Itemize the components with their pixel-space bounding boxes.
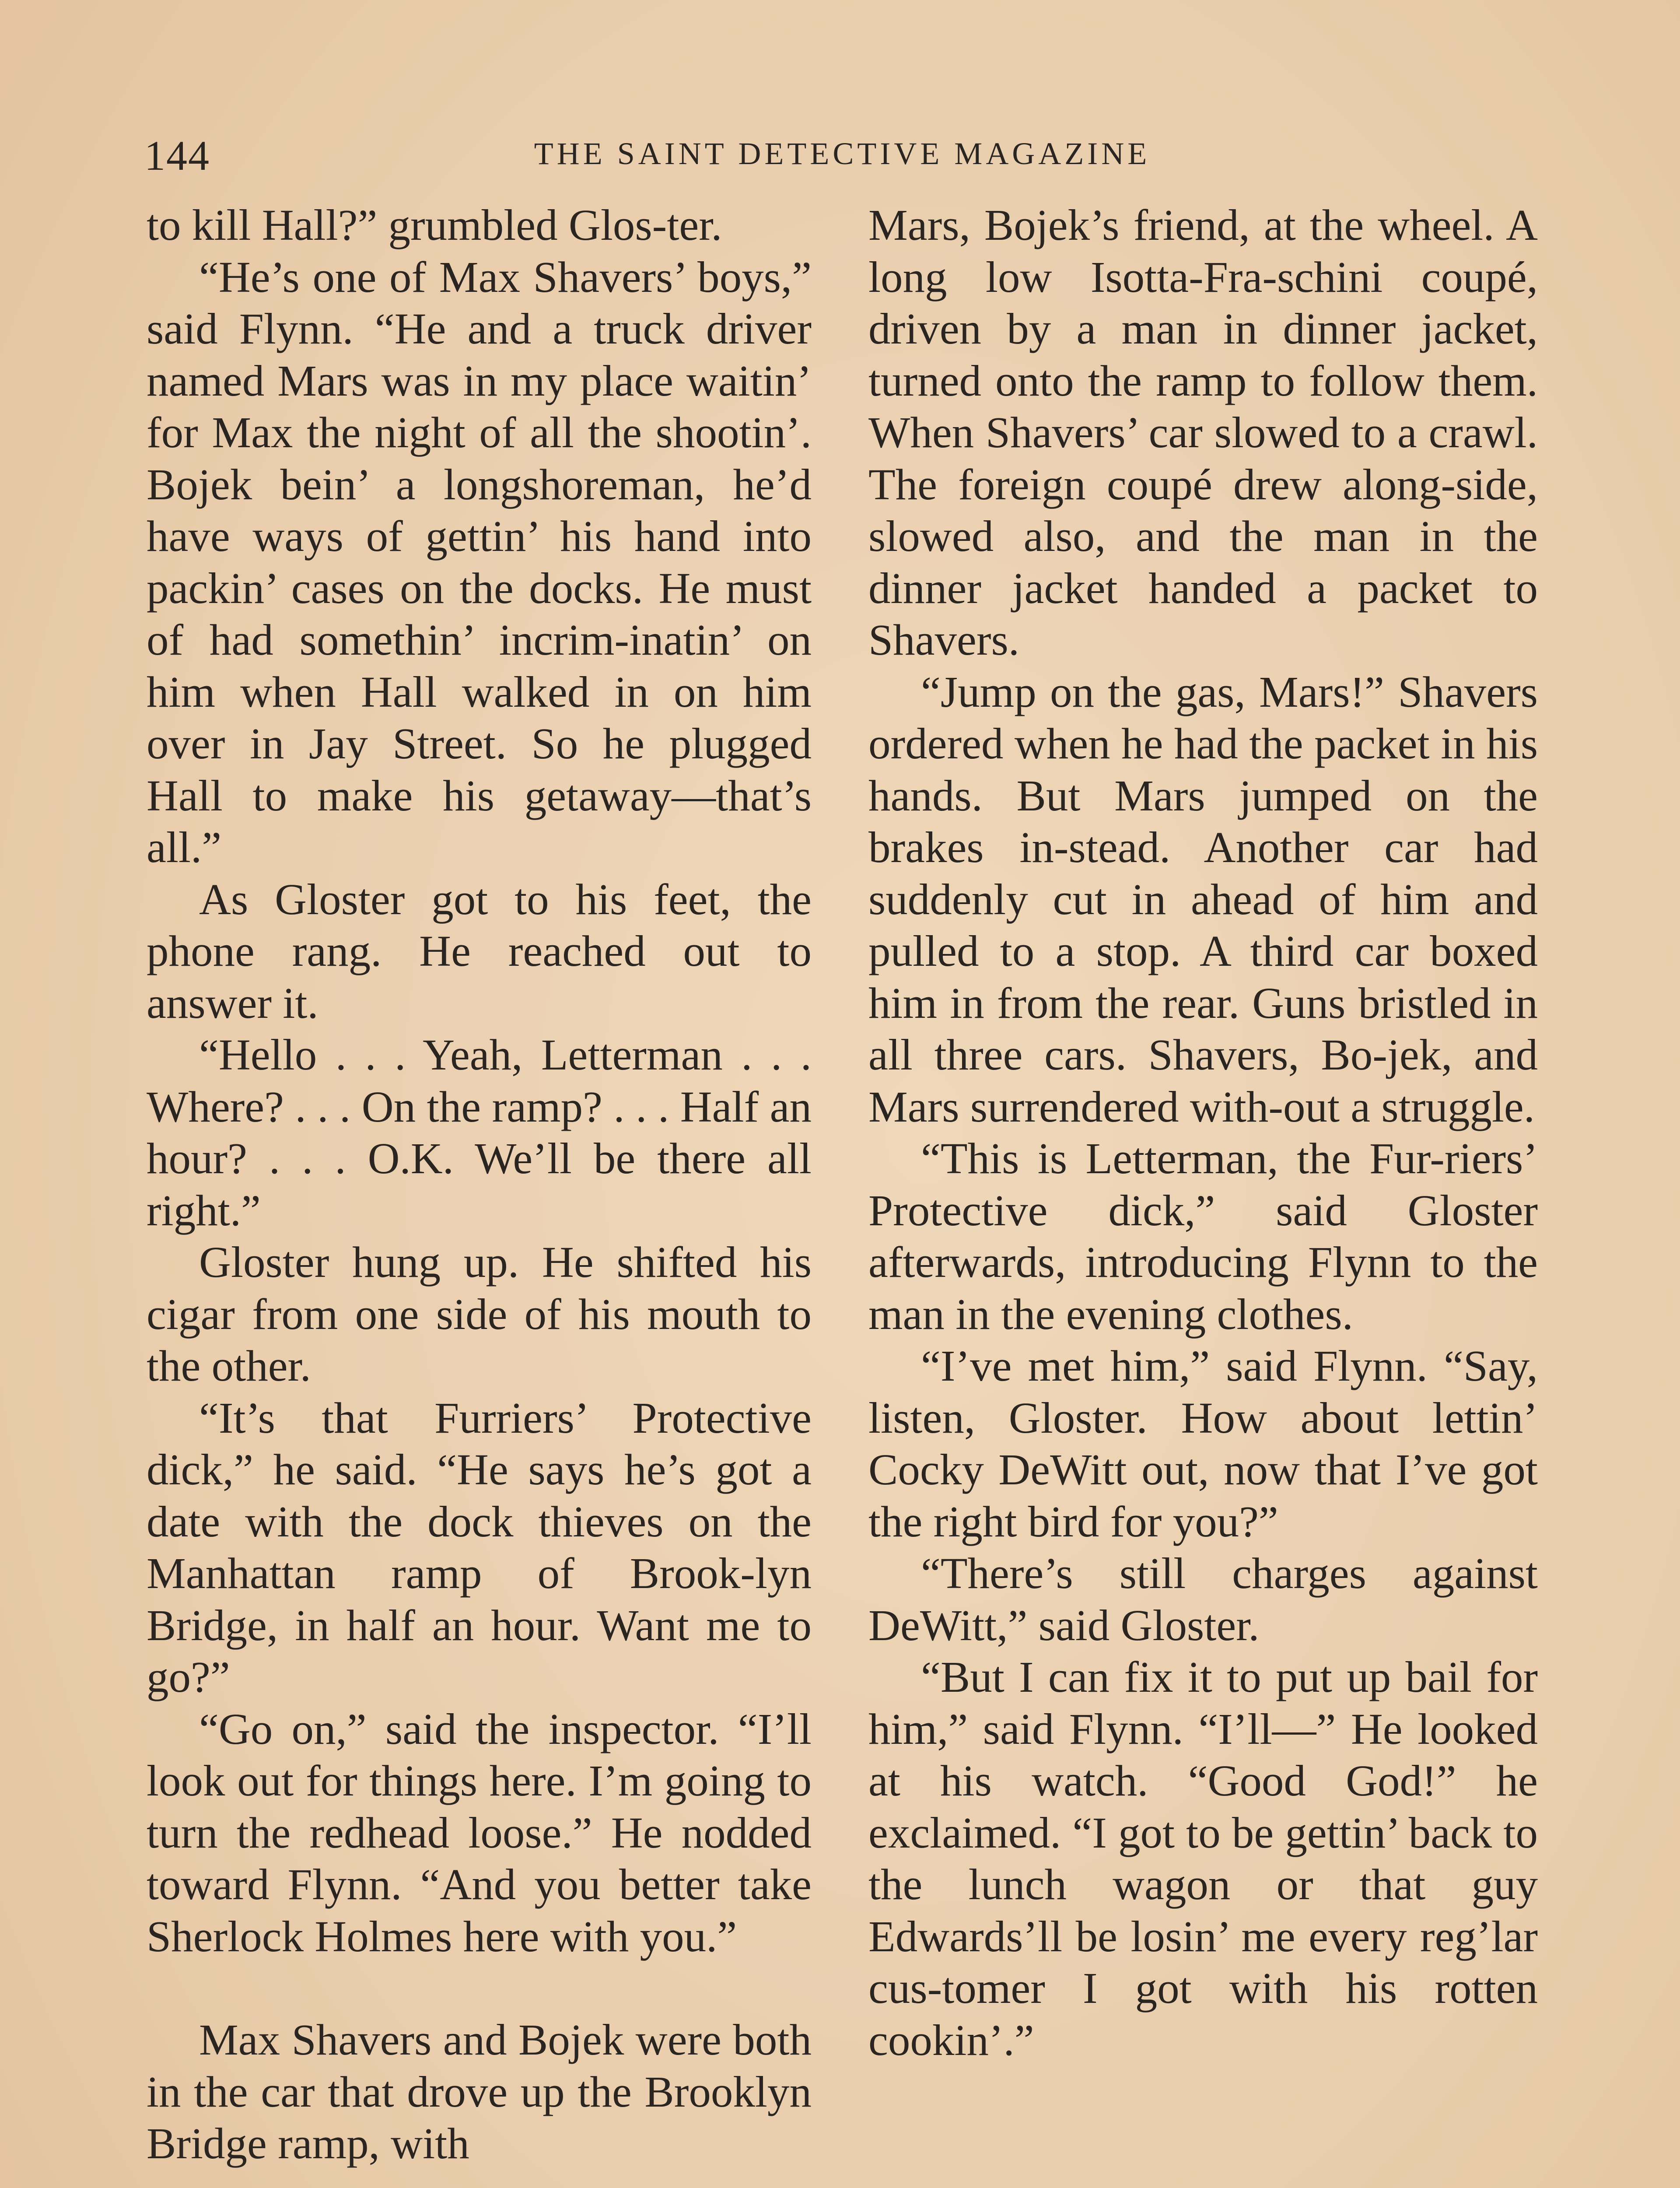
paragraph: “There’s still charges against DeWitt,” said Gloster. xyxy=(868,1549,1538,1650)
left-column xyxy=(147,199,812,2170)
paragraph: As Gloster got to his feet, the phone rang. He reached out to answer it. xyxy=(147,874,812,1027)
paragraph: “Hello . . . Yeah, Letterman . . . Where? . . . On the ramp? . . . Half an hour? . . . O.K. We’ll be there all right.” xyxy=(147,1030,812,1235)
page-number: 144 xyxy=(144,132,210,179)
page-header xyxy=(144,131,1540,184)
paragraph: “It’s that Furriers’ Protective dick,” he said. “He says he’s got a date with the dock thieves on the Manhattan ramp of Brook-lyn Bridge, in half an hour. Want me to go?” xyxy=(147,1393,812,1701)
paragraph: “Jump on the gas, Mars!” Shavers ordered when he had the packet in his hands. But Mars jumped on the brakes in-stead. Another car had suddenly cut in ahead of him and pulled to a stop. A third car boxed him in from the rear. Guns bristled in all three cars. Shavers, Bo-jek, and Mars surrendered with-out a struggle. xyxy=(868,667,1538,1131)
paragraph: “I’ve met him,” said Flynn. “Say, listen, Gloster. How about lettin’ Cocky DeWitt out, now that I’ve got the right bird for you?” xyxy=(868,1341,1538,1546)
running-head: THE SAINT DETECTIVE MAGAZINE xyxy=(534,136,1151,171)
paragraph: to kill Hall?” grumbled Glos-ter. xyxy=(147,200,722,249)
paragraph: “But I can fix it to put up bail for him,” said Flynn. “I’ll—” He looked at his watch. “Good God!” he exclaimed. “I got to be gettin’ back to the lunch wagon or that guy Edwards’ll be losin’ me every reg’lar cus-tomer I got with his rotten cookin’.” xyxy=(868,1652,1538,2065)
paragraph: Gloster hung up. He shifted his cigar from one side of his mouth to the other. xyxy=(147,1238,812,1390)
paragraph: “He’s one of Max Shavers’ boys,” said Flynn. “He and a truck driver named Mars was in my place waitin’ for Max the night of all the shootin’. Bojek bein’ a longshoreman, he’d have ways of gettin’ his hand into packin’ cases on the docks. He must of had somethin’ incrim-inatin’ on him when Hall walked in on him over in Jay Street. So he plugged Hall to make his getaway—that’s all.” xyxy=(147,252,812,872)
right-column xyxy=(868,199,1538,2066)
paragraph: “Go on,” said the inspector. “I’ll look out for things here. I’m going to turn the redhead loose.” He nodded toward Flynn. “And you better take Sherlock Holmes here with you.” xyxy=(147,1704,812,1961)
paragraph: Mars, Bojek’s friend, at the wheel. A long low Isotta-Fra-schini coupé, driven by a man in dinner jacket, turned onto the ramp to follow them. When Shavers’ car slowed to a crawl. The foreign coupé drew along-side, slowed also, and the man in the dinner jacket handed a packet to Shavers. xyxy=(868,200,1538,664)
paragraph: “This is Letterman, the Fur-riers’ Protective dick,” said Gloster afterwards, introducing Flynn to the man in the evening clothes. xyxy=(868,1134,1538,1339)
paragraph: Max Shavers and Bojek were both in the car that drove up the Brooklyn Bridge ramp, with xyxy=(147,2015,812,2168)
